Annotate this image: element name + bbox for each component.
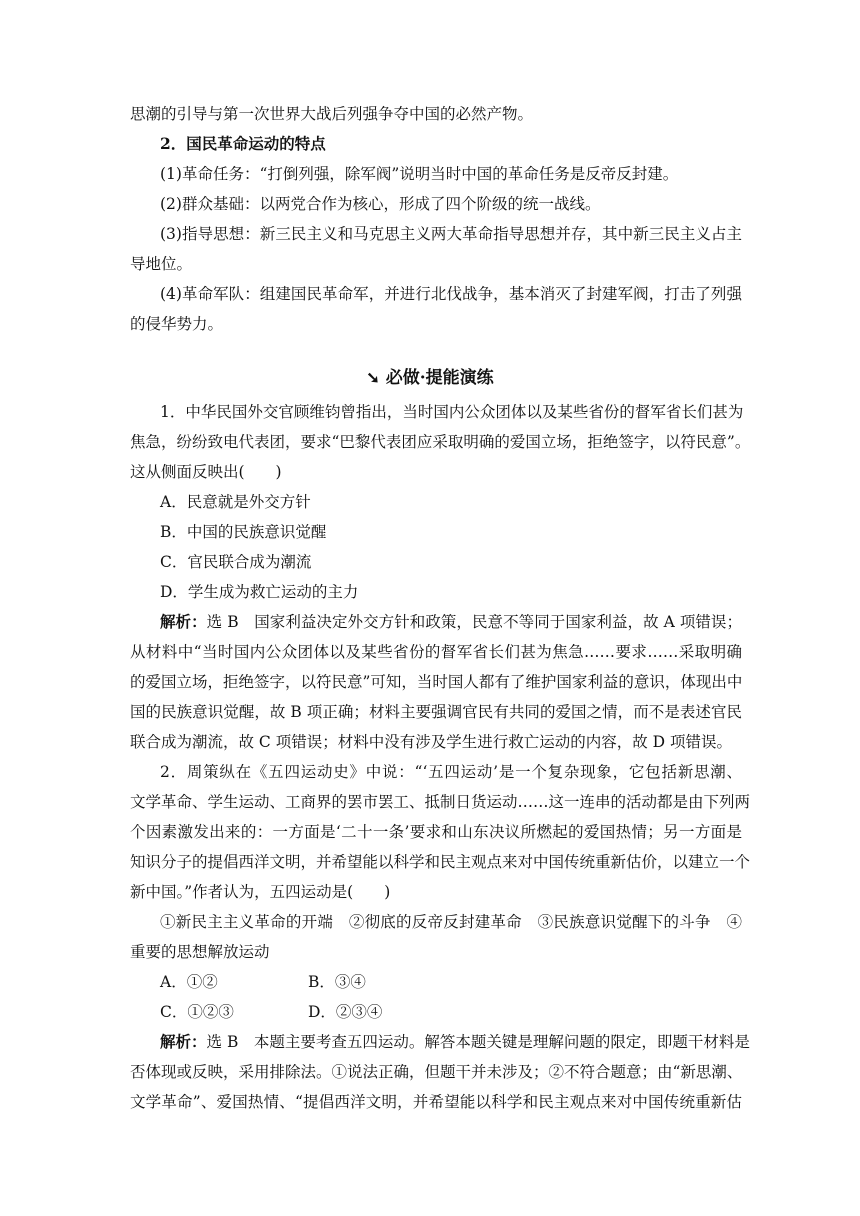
q2-stem-line-3: 个因素激发出来的：一方面是‘二十一条’要求和山东决议所燃起的爱国热情；另一方面是: [130, 823, 742, 841]
q1-analysis-label: 解析：: [160, 612, 207, 631]
intro-tail-line: 思潮的引导与第一次世界大战后列强争夺中国的必然产物。: [130, 105, 534, 123]
q1-analysis-line-1: [160, 612, 742, 632]
feature-item-3-line-2: 导地位。: [130, 255, 193, 273]
q2-stem-line-1: 2．周策纵在《五四运动史》中说：“‘五四运动’是一个复杂现象，它包括新思潮、: [160, 763, 742, 781]
arrow-icon: ➘: [366, 368, 380, 387]
q2-stem-line-2: 文学革命、学生运动、工商界的罢市罢工、抵制日货运动……这一连串的活动都是由下列两: [130, 793, 751, 811]
q2-option-b: B．③④: [308, 973, 366, 991]
q2-stem-line-4: 知识分子的提倡西洋文明，并希望能以科学和民主观点来对中国传统重新估价，以建立一个: [130, 853, 751, 871]
q1-analysis-text: 选 B 国家利益决定外交方针和政策，民意不等同于国家利益，故 A 项错误；: [206, 613, 742, 631]
q2-option-a: A．①②: [160, 973, 218, 991]
q1-analysis-line-4: 国的民族意识觉醒，故 B 项正确；材料主要强调官民有共同的爱国之情，而不是表述官民: [130, 703, 742, 721]
q2-analysis-line-2: 否体现或反映，采用排除法。①说法正确，但题干并未涉及；②不符合题意；由“新思潮、: [130, 1063, 743, 1081]
feature-item-4-line-1: (4)革命军队：组建国民革命军，并进行北伐战争，基本消灭了封建军阀，打击了列强: [160, 285, 742, 303]
q1-stem-line-3: 这从侧面反映出( ): [130, 463, 282, 481]
q1-option-a: A．民意就是外交方针: [160, 493, 311, 511]
q2-analysis-text: 选 B 本题主要考查五四运动。解答本题关键是理解问题的限定，即题干材料是: [206, 1033, 750, 1051]
section-title-text: 必做·提能演练: [385, 368, 494, 388]
q1-analysis-line-5: 联合成为潮流，故 C 项错误；材料中没有涉及学生进行救亡运动的内容，故 D 项错误。: [130, 733, 732, 751]
q2-stem-line-5: 新中国。”作者认为，五四运动是( ): [130, 883, 391, 901]
q1-option-c: C．官民联合成为潮流: [160, 553, 312, 571]
q1-analysis-line-2: 从材料中“当时国内公众团体以及某些省份的督军省长们甚为焦急……要求……采取明确: [130, 643, 742, 661]
section-title: [0, 367, 860, 389]
q1-analysis-line-3: 的爱国立场，拒绝签字，以符民意”可知，当时国人都有了维护国家利益的意识，体现出中: [130, 673, 743, 691]
q1-option-b: B．中国的民族意识觉醒: [160, 523, 327, 541]
q1-stem-line-2: 焦急，纷纷致电代表团，要求“巴黎代表团应采取明确的爱国立场，拒绝签字，以符民意”。: [130, 433, 751, 451]
q2-analysis-label: 解析：: [160, 1032, 207, 1051]
feature-item-2: (2)群众基础：以两党合作为核心，形成了四个阶级的统一战线。: [160, 195, 601, 213]
q1-stem-line-1: 1．中华民国外交官顾维钧曾指出，当时国内公众团体以及某些省份的督军省长们甚为: [160, 403, 744, 421]
feature-item-3-line-1: (3)指导思想：新三民主义和马克思主义两大革命指导思想并存，其中新三民主义占主: [160, 225, 742, 243]
q2-analysis-line-1: [160, 1032, 750, 1052]
q2-statements-line-2: 重要的思想解放运动: [130, 943, 270, 961]
q2-statements-line-1: ①新民主主义革命的开端 ②彻底的反帝反封建革命 ③民族意识觉醒下的斗争 ④: [160, 913, 742, 931]
features-heading: 2．国民革命运动的特点: [160, 134, 326, 153]
q2-option-c: C．①②③: [160, 1003, 234, 1021]
q2-option-d: D．②③④: [308, 1003, 383, 1021]
feature-item-4-line-2: 的侵华势力。: [130, 315, 224, 333]
q1-option-d: D．学生成为救亡运动的主力: [160, 583, 359, 601]
feature-item-1: (1)革命任务：“打倒列强，除军阀”说明当时中国的革命任务是反帝反封建。: [160, 165, 679, 183]
q2-analysis-line-3: 文学革命”、爱国热情、“提倡西洋文明，并希望能以科学和民主观点来对中国传统重新估: [130, 1093, 742, 1111]
